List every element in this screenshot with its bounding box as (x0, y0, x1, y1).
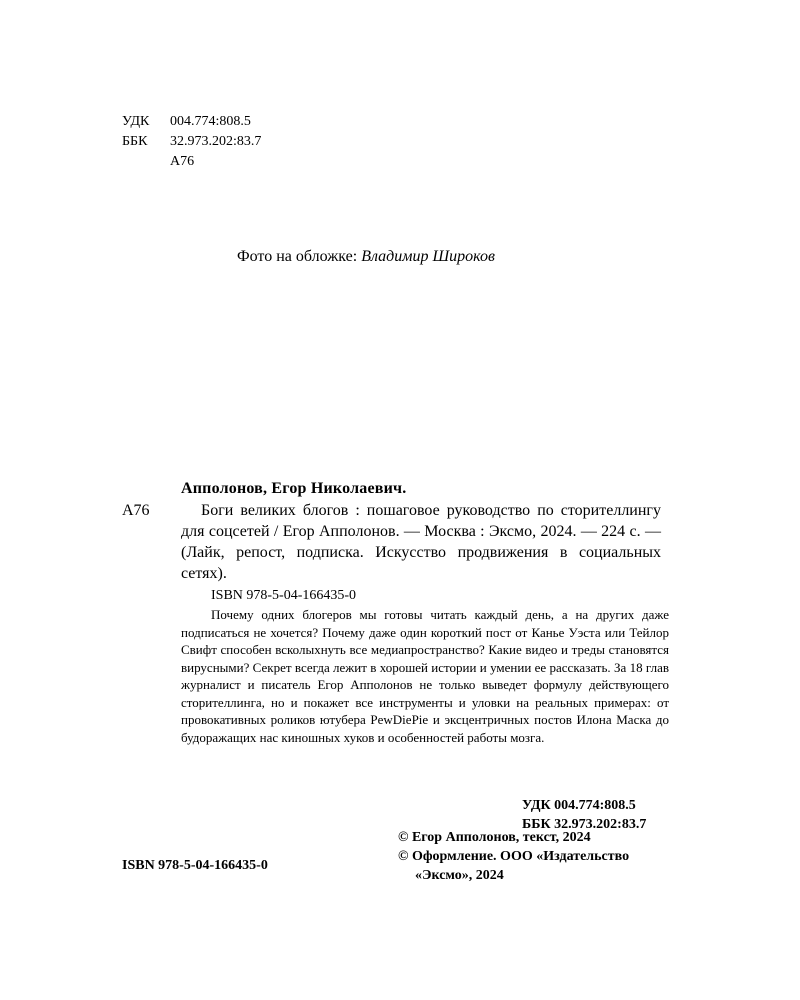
bbk-line (122, 132, 261, 152)
photo-credit (237, 248, 495, 266)
udk-line (122, 112, 251, 132)
photo-credit-label: Фото на обложке: (237, 248, 358, 265)
udk-value: 004.774:808.5 (170, 114, 251, 129)
bottom-isbn: ISBN 978-5-04-166435-0 (122, 858, 268, 873)
record-udk: УДК 004.774:808.5 (522, 798, 636, 813)
record-annotation: Почему одних блогеров мы готовы читать каждый день, а на других даже подписаться не хочется? Почему даже один короткий пост от Канье Уэста или Тейлор Свифт способен всколыхнуть все медиапространство? Какие видео и треды становятся вирусными? Секрет всегда лежит в хорошей истории и умении ее рассказать. За 18 глав журналист и писатель Егор Апполонов не только выведет формулу действующего сторителлинга, но и покажет все инструменты и уловки на реальных примерах: от провокативных роликов ютубера PewDiePie и эксцентричных постов Илона Маска до будоражащих нас киношных хуков и особенностей работы мозга. (181, 607, 669, 745)
udk-label: УДК (122, 114, 150, 129)
record-isbn: ISBN 978-5-04-166435-0 (211, 588, 357, 603)
photo-credit-name: Владимир Широков (361, 248, 495, 265)
copyright-design-cont: «Эксмо», 2024 (415, 868, 504, 883)
copyright-design: © Оформление. ООО «Издательство (398, 849, 630, 864)
copyright-text: © Егор Апполонов, текст, 2024 (398, 830, 591, 845)
record-bbk: ББК 32.973.202:83.7 (522, 817, 647, 832)
header-author-mark: А76 (170, 154, 195, 169)
bbk-label: ББК (122, 134, 148, 149)
record-author-mark: А76 (122, 502, 150, 519)
record-author: Апполонов, Егор Николаевич. (181, 480, 407, 497)
bbk-value: 32.973.202:83.7 (170, 134, 262, 149)
record-description: Боги великих блогов : пошаговое руководство по сторителлингу для соцсетей / Егор Апполонов. — Москва : Эксмо, 2024. — 224 с. — (Лайк, репост, подписка. Искусство продвижения в социальных сетях). (181, 502, 661, 582)
copyright-block (398, 828, 629, 885)
